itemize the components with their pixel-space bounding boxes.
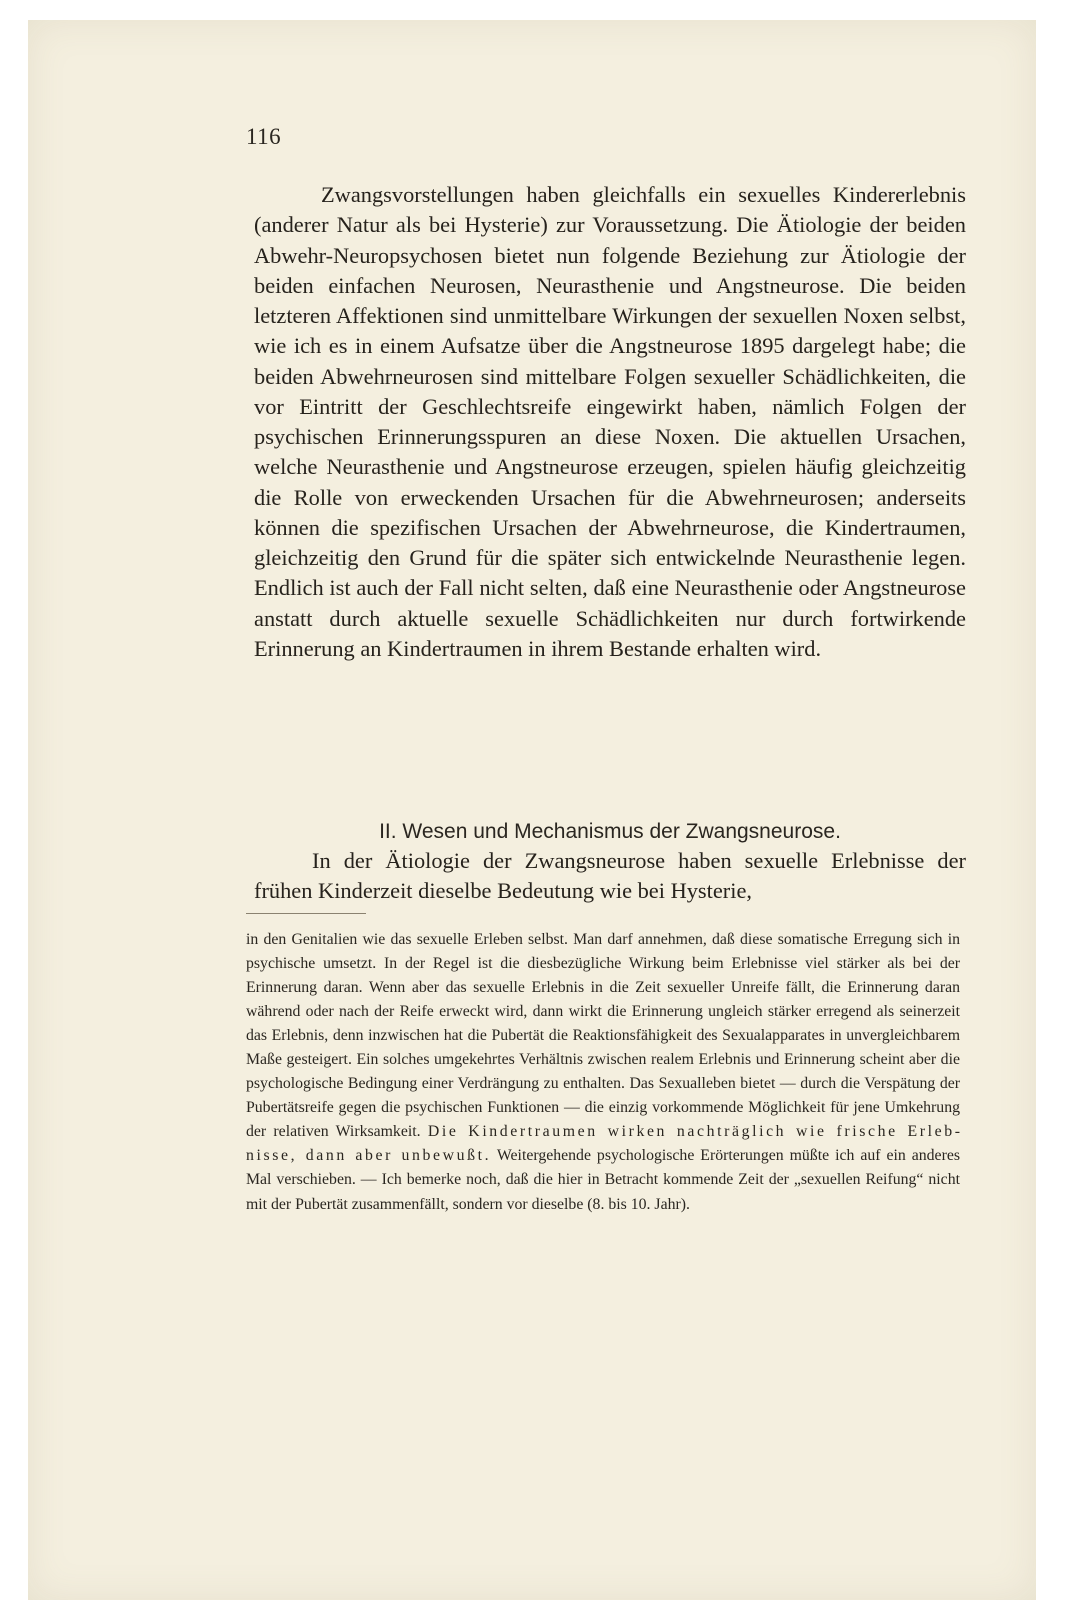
section-heading: II. Wesen und Mechanismus der Zwangsneurose. xyxy=(379,820,841,843)
body-paragraph-1: Zwangsvorstellungen haben gleichfalls ein sexuelles Kindererlebnis (anderer Natur als bei Hysterie) zur Voraussetzung. Die Ätiologie der beiden Abwehr-Neuropsychosen bietet nun folgende Beziehung zur Ätiologie der beiden einfachen Neurosen, Neurasthenie und Angstneurose. Die beiden letzteren Affektionen sind unmittelbare Wirkungen der sexuellen Noxen selbst, wie ich es in einem Aufsatze über die Angstneurose 1895 dargelegt habe; die beiden Abwehrneurosen sind mittelbare Folgen sexueller Schädlichkeiten, die vor Eintritt der Geschlechtsreife eingewirkt haben, nämlich Folgen der psychischen Erinnerungsspuren an diese Noxen. Die aktuellen Ursachen, welche Neurasthenie und Angstneurose erzeugen, spielen häufig gleichzeitig die Rolle von erweckenden Ursachen für die Abwehrneurosen; anderseits können die spezifischen Ursachen der Abwehrneurose, die Kindertraumen, gleichzeitig den Grund für die später sich entwickelnde Neurasthenie legen. Endlich ist auch der Fall nicht selten, daß eine Neurasthenie oder Angstneurose anstatt durch aktuelle sexuelle Schädlichkeiten nur durch fortwirkende Erinnerung an Kindertraumen in ihrem Bestande erhalten wird. xyxy=(254,182,966,661)
footnote-divider xyxy=(246,913,366,914)
footnote xyxy=(246,928,960,1217)
page-number: 116 xyxy=(246,124,282,149)
footnote-text-end: Weitergehende psychologische Erörterungen müßte ich auf ein anderes Mal verschieben. — Ich bemerke noch, daß die hier in Betracht kommende Zeit der „sexuellen Reifung“ nicht mit der Pubertät zusammenfällt, sondern vor dieselbe (8. bis 10. Jahr). xyxy=(246,1147,960,1213)
footnote-emphasized-text: Die Kindertraumen wirken nachträglich wie frische Erlebnisse, dann aber unbewußt. xyxy=(246,1123,961,1165)
body-paragraph-2: In der Ätiologie der Zwangsneurose haben sexuelle Erlebnisse der frühen Kinderzeit dieselbe Bedeutung wie bei Hysterie, xyxy=(254,848,966,904)
footnote-text-start: in den Genitalien wie das sexuelle Erleben selbst. Man darf annehmen, daß diese somatische Erregung sich in psychische umsetzt. In der Regel ist die diesbezügliche Wirkung beim Erlebnisse viel stärker als bei der Erinnerung daran. Wenn aber das sexuelle Erlebnis in die Zeit sexueller Unreife fällt, die Erinnerung daran während oder nach der Reife erweckt wird, dann wirkt die Erinnerung ungleich stärker erregend als seinerzeit das Erlebnis, denn inzwischen hat die Pubertät die Reaktionsfähigkeit des Sexualapparates in unvergleichbarem Maße gesteigert. Ein solches umgekehrtes Verhältnis zwischen realem Erlebnis und Erinnerung scheint aber die psychologische Bedingung einer Verdrängung zu enthalten. Das Sexualleben bietet — durch die Verspätung der Pubertätsreife gegen die psychischen Funktionen — die einzig vorkommende Möglichkeit für jene Umkehrung der relativen Wirksamkeit. xyxy=(246,931,960,1141)
